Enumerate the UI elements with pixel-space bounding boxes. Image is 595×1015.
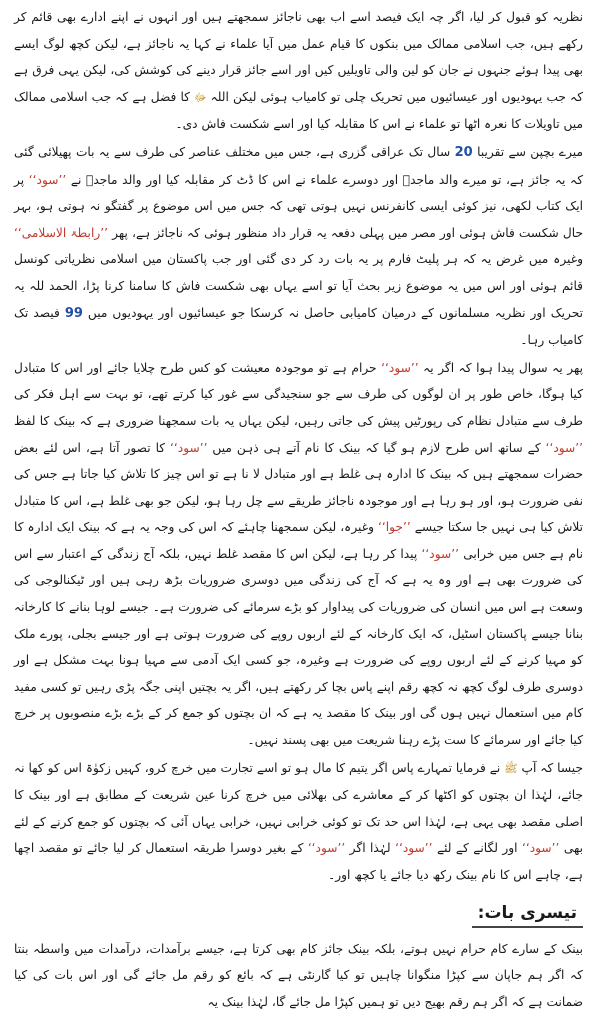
text-run: جیسا کہ آپ <box>517 760 583 775</box>
highlighted-term: ’’سود‘‘ <box>521 841 560 856</box>
text-run: وغیرہ میں غرض یہ کہ ہر پلیٹ فارم پر یہ بات رد کر دی گئی اور جب پاکستان میں اسلامی نظریاتی کونسل قائم ہوئی اور اس میں یہ موضوع زیر بحث آیا تو اسے یہاں بھی شکست فاش کا سامنا کرنا پڑا، الحمد للہ یہ تحریک اور نظریہ مسلمانوں کے درمیان کامیابی حاصل نہ کرسکا جو عیسائیوں اور یہودیوں میں <box>14 252 583 320</box>
text-run: پیدا کر رہا ہے، لیکن اس کا مقصد غلط نہیں، بلکہ آج زندگی کے اعتبار سے اس کی ضرورت بھی ہے اور وہ یہ ہے کہ آج کی زندگی میں دوسری ضروریات بڑھ رہی ہیں اور ٹیکنالوجی کی وسعت ہے اس میں انسان کی ضروریات کی پیداوار کو بڑے سرمائے کی ضرورت ہے۔ جیسے لوہا بنانے کا کارخانہ بنانا جیسے پاکستان اسٹیل، کہ ایک کارخانہ کے لئے اربوں روپے کی ضرورت ہوتی ہے اور جیسے بجلی، پورے ملک کو مہیا کرنے کے لئے اربوں روپے کی ضرورت ہے وغیرہ، جو کسی ایک آدمی سے مہیا ہونا بہت مشکل ہے اور دوسری طرف لوگ کچھ نہ کچھ رقم اپنے پاس بچا کر رکھتے ہیں، اگر یہ بچتیں اپنی جگہ پڑی رہیں تو کسی مفید کام میں استعمال نہیں ہوں گی اور بینک کا مقصد یہ ہے کہ ان بچتوں کو جمع کر کے بڑے بڑے منصوبوں پر خرچ کیا جائے اور سرمائے کا ست پڑے رہنا شریعت میں بھی پسند نہیں۔ <box>14 546 583 748</box>
text-run: کے بغیر دوسرا طریقہ استعمال کر لیا جائے تو مقصد اچھا ہے، چاہے اس کا نام بینک رکھ دیا جائے یا کچھ اور۔ <box>14 841 583 882</box>
highlighted-term: ’’رابطۃ الاسلامی‘‘ <box>14 225 108 240</box>
highlighted-term: ’’جوا‘‘ <box>377 520 411 535</box>
text-run: نے فرمایا تمہارے پاس اگر یتیم کا مال ہو تو اسے تجارت میں خرچ کرو، کہیں زکوٰۃ اس کو کھا نہ جائے، لہٰذا ان بچتوں کو اکٹھا کر کے معاشرے کی بھلائی میں خرچ کرنا عین شریعت کے مطابق ہے اور بینک کا اصلی مقصد بھی یہی ہے، لہٰذا اس حد تک تو کوئی خرابی نہیں، خرابی یہاں آئی کہ بچتوں کو جمع کرنے کے لئے بھی <box>14 760 583 856</box>
text-run: اور لگانے کے لئے <box>432 841 522 856</box>
highlighted-term: ’’سود‘‘ <box>170 440 208 455</box>
text-run: لہٰذا اگر <box>345 841 396 856</box>
text-run: کا فضل ہے کہ جب اسلامی ممالک میں تاویلات کا نعرہ اٹھا تو علماء نے اس کا مقابلہ کیا اور اسے شکست فاش دی۔ <box>14 89 583 132</box>
text-run: کے ساتھ اس طرح لازم ہو گیا کہ بینک کا نام آتے ہی ذہن میں <box>207 440 546 455</box>
paragraph-4 <box>14 755 583 889</box>
text-run: کا تصور آتا ہے، اس لئے بعض حضرات سمجھتے ہیں کہ بینک کا ادارہ ہی غلط ہے اور متبادل لا نا ہے تو اس چیز کا تلاش کیا جاتا ہے جس کی نفی ضرورت ہو، اور ہو رہا ہے اور موجودہ ناجائز طریقے سے چل رہا ہو، لیکن جو بھی غلط ہے، اس کا متبادل تلاش کیا ہی نہیں جا سکتا جیسے <box>14 440 583 535</box>
text-run: وغیرہ، لیکن سمجھنا چاہئے کہ اس کی وجہ یہ ہے کہ بینک ایک ادارہ کا نام ہے جس میں خرابی <box>14 520 583 561</box>
paragraph-5 <box>14 936 583 1015</box>
text-run: سال تک عراقی گزری ہے، جس میں مختلف عناصر کی طرف سے یہ بات پھیلائی گئی کہ یہ جائز ہے، تو میرے والد ماجدؒ اور دوسرے علماء نے اس کا ڈٹ کر مقابلہ کیا اور والد ماجدؒ نے <box>14 144 583 187</box>
document-page <box>14 4 584 1009</box>
highlighted-term: ’’سود‘‘ <box>545 440 584 455</box>
text-run: پر ایک کتاب لکھی، نیز کوئی ایسی کانفرنس نہیں ہوتی تھی کہ جس میں اس موضوع پر گفتگو نہ ہوتی ہو، بہر حال شکست فاش ہوئی اور مصر میں پہلی دفعہ یہ قرار داد منظور ہوئی کہ ناجائز ہے، پھر <box>14 172 583 240</box>
text-run: میرے بچپن سے تقریبا <box>472 144 583 159</box>
honorific-glyph: ﷻ <box>194 90 207 104</box>
highlighted-term: ’’سود‘‘ <box>28 172 67 187</box>
text-run: نظریہ کو قبول کر لیا، اگر چہ ایک فیصد اسے اب بھی ناجائز سمجھتے ہیں اور انہوں نے اپنے ادارے بھی قائم کر رکھے ہیں، جب اسلامی ممالک میں بنکوں کا قیام عمل میں آیا علماء نے کہا یہ ناجائز ہے، لیکن کچھ لوگ ایسے بھی پیدا ہوئے جنہوں نے جان کو لین والی تاویلیں کیں اور اسے جائز قرار دینے کی کوشش کی، لیکن یہی فرق ہے کہ جب یہودیوں اور عیسائیوں میں تحریک چلی تو کامیاب ہوئی لیکن اللہ <box>14 10 584 104</box>
highlighted-term: ’’سود‘‘ <box>307 841 346 856</box>
highlighted-number: 20 <box>454 144 473 160</box>
paragraph-3 <box>14 355 583 754</box>
text-run: فیصد تک کامیاب رہا۔ <box>14 305 583 348</box>
highlighted-term: ’’سود‘‘ <box>395 841 433 856</box>
section-heading: تیسری بات: <box>472 903 583 928</box>
paragraph-2 <box>14 139 583 354</box>
text-run: بینک کے سارے کام حرام نہیں ہوتے، بلکہ بینک جائز کام بھی کرتا ہے، جیسے برآمدات، درآمدات میں واسطہ بنتا کہ اگر ہم جاپان سے کپڑا منگوانا چاہیں تو کیا گارنٹی ہے کہ بائع کو رقم مل جائے گی اور اس بات کی کیا ضمانت ہے کہ اگر ہم رقم بھیج دیں تو ہمیں کپڑا مل جائے گا، لہٰذا بینک یہ <box>14 941 583 1009</box>
highlighted-number: 99 <box>64 305 83 321</box>
paragraph-1 <box>14 4 583 138</box>
honorific-glyph: ﷺ <box>504 761 518 775</box>
text-run: پھر یہ سوال پیدا ہوا کہ اگر یہ <box>418 360 583 375</box>
text-run: حرام ہے تو موجودہ معیشت کو کس طرح چلایا جائے اور اس کا متبادل کیا ہوگا، خاص طور پر ان لوگوں کی طرف سے جو سنجیدگی سے غور کیا کرتے تھے، تو بہت سے اہل فکر کی طرف سے متبادل نظام کی رپورٹیں پیش کی جاتی رہیں، لیکن یہاں یہ بات سمجھنا ضروری ہے کہ بینک کا لفظ <box>14 360 583 428</box>
highlighted-term: ’’سود‘‘ <box>381 360 419 375</box>
highlighted-term: ’’سود‘‘ <box>421 546 459 561</box>
section-heading-wrap <box>14 903 583 928</box>
